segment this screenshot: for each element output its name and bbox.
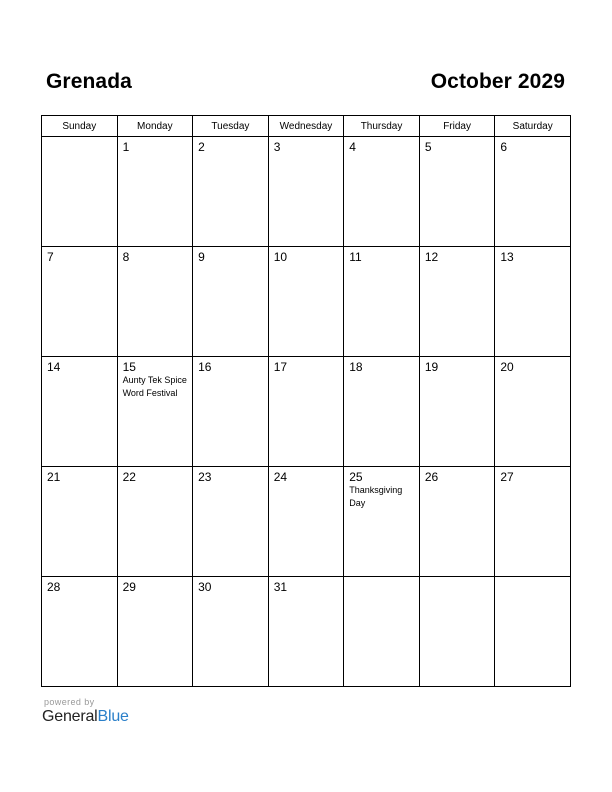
day-number: 28 <box>47 580 61 594</box>
day-number: 3 <box>273 140 281 154</box>
day-cell <box>419 467 495 577</box>
day-cell <box>344 137 420 247</box>
weekday-friday: Friday <box>419 116 495 137</box>
day-cell <box>42 247 118 357</box>
day-number <box>42 137 117 140</box>
day-number: 7 <box>47 250 54 264</box>
week-row-4 <box>42 467 571 577</box>
day-number: 26 <box>424 470 439 484</box>
day-cell <box>268 137 344 247</box>
day-number: 22 <box>122 470 136 484</box>
brand-blue-text: Blue <box>97 708 129 725</box>
day-number: 18 <box>349 360 363 374</box>
day-cell <box>42 137 118 247</box>
day-cell <box>419 137 495 247</box>
day-cell <box>193 577 269 687</box>
generalblue-logo[interactable] <box>42 708 129 726</box>
day-number: 8 <box>122 250 130 264</box>
day-cell <box>419 357 495 467</box>
day-number: 27 <box>500 470 514 484</box>
day-number: 9 <box>198 250 205 264</box>
day-number <box>420 577 495 580</box>
weekday-sunday: Sunday <box>42 116 118 137</box>
day-number: 20 <box>500 360 514 374</box>
day-number: 10 <box>273 250 288 264</box>
country-title: Grenada <box>46 70 132 93</box>
holiday-label: Aunty Tek Spice Word Festival <box>122 375 187 398</box>
day-number <box>344 577 419 580</box>
week-row-3 <box>42 357 571 467</box>
day-cell <box>495 137 571 247</box>
day-number: 17 <box>273 360 288 374</box>
day-cell <box>268 467 344 577</box>
day-cell <box>117 137 193 247</box>
day-cell <box>268 357 344 467</box>
day-number: 15 <box>122 360 136 374</box>
day-cell <box>344 357 420 467</box>
day-number: 16 <box>198 360 212 374</box>
week-row-5 <box>42 577 571 687</box>
day-number: 30 <box>198 580 212 594</box>
day-cell <box>42 467 118 577</box>
day-number: 14 <box>47 360 61 374</box>
day-cell <box>193 247 269 357</box>
day-number: 25 <box>349 470 363 484</box>
day-number <box>495 577 570 580</box>
day-number: 19 <box>424 360 439 374</box>
month-title: October 2029 <box>430 70 565 93</box>
weekday-tuesday: Tuesday <box>193 116 269 137</box>
day-cell <box>495 357 571 467</box>
day-number: 6 <box>500 140 508 154</box>
day-number: 5 <box>424 140 432 154</box>
day-number: 1 <box>122 140 130 154</box>
holiday-label: Thanksgiving Day <box>349 485 403 508</box>
week-row-2 <box>42 247 571 357</box>
brand-general-text: General <box>42 708 98 725</box>
weekday-header-row <box>42 116 571 137</box>
day-cell <box>495 577 571 687</box>
day-number: 24 <box>273 470 288 484</box>
week-row-1 <box>42 137 571 247</box>
day-number: 11 <box>349 250 362 264</box>
weekday-saturday: Saturday <box>495 116 571 137</box>
day-number: 13 <box>500 250 514 264</box>
day-number: 4 <box>349 140 356 154</box>
day-cell <box>117 357 193 467</box>
day-cell <box>42 577 118 687</box>
day-cell <box>268 247 344 357</box>
weekday-monday: Monday <box>117 116 193 137</box>
day-number: 23 <box>198 470 212 484</box>
day-number: 21 <box>47 470 61 484</box>
day-cell <box>193 137 269 247</box>
weekday-thursday: Thursday <box>344 116 420 137</box>
day-number: 29 <box>122 580 136 594</box>
day-cell <box>495 467 571 577</box>
day-cell <box>117 467 193 577</box>
day-number: 12 <box>424 250 439 264</box>
day-cell <box>495 247 571 357</box>
weekday-wednesday: Wednesday <box>268 116 344 137</box>
day-cell <box>344 467 420 577</box>
day-cell <box>419 247 495 357</box>
day-cell <box>193 357 269 467</box>
day-number: 31 <box>273 580 288 594</box>
day-cell <box>42 357 118 467</box>
footer-branding <box>42 697 129 726</box>
powered-by-label: powered by <box>44 697 95 707</box>
day-cell <box>193 467 269 577</box>
day-cell <box>419 577 495 687</box>
calendar-grid <box>41 115 571 687</box>
day-cell <box>117 577 193 687</box>
day-cell <box>117 247 193 357</box>
day-cell <box>344 247 420 357</box>
day-number: 2 <box>198 140 205 154</box>
day-cell <box>344 577 420 687</box>
day-cell <box>268 577 344 687</box>
